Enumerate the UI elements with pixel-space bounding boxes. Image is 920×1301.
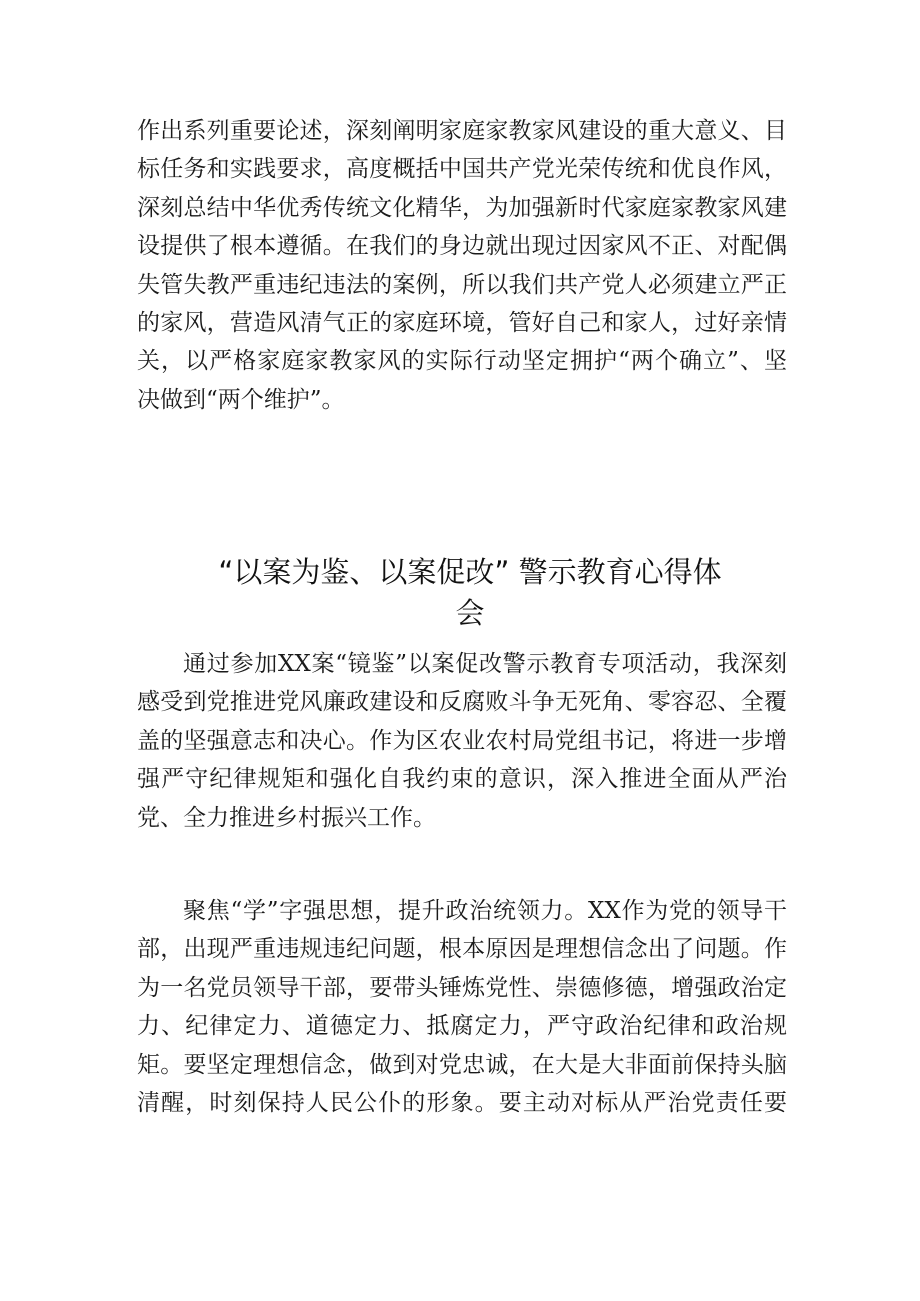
paragraph-line: 感受到党推进党风廉政建设和反腐败斗争无死角、零容忍、全覆 — [137, 689, 787, 716]
paragraph-line: 深刻总结中华优秀传统文化精华，为加强新时代家庭家教家风建 — [137, 194, 787, 221]
paragraph-line: 聚焦“学”字强思想，提升政治统领力。XX作为党的领导干 — [183, 898, 787, 924]
paragraph-line: 通过参加XX案“镜鉴”以案促改警示教育专项活动，我深刻 — [183, 651, 787, 677]
section-title-line-2: 会 — [455, 596, 485, 630]
paragraph-line: 强严守纪律规矩和强化自我约束的意识，深入推进全面从严治 — [137, 766, 787, 793]
paragraph-line: 力、纪律定力、道德定力、抵腐定力，严守政治纪律和政治规 — [137, 1013, 787, 1040]
body-paragraph-3 — [137, 892, 787, 1122]
paragraph-line: 部，出现严重违规违纪问题，根本原因是理想信念出了问题。作 — [137, 936, 787, 963]
paragraph-line: 设提供了根本遵循。在我们的身边就出现过因家风不正、对配偶 — [137, 233, 787, 260]
paragraph-line: 为一名党员领导干部，要带头锤炼党性、崇德修德，增强政治定 — [137, 974, 787, 1001]
paragraph-line: 作出系列重要论述，深刻阐明家庭家教家风建设的重大意义、目 — [137, 118, 787, 144]
body-paragraph-2 — [137, 645, 787, 837]
section-title-line-1: “以案为鉴、以案促改” 警示教育心得体 — [218, 555, 722, 589]
paragraph-line: 失管失教严重违纪违法的案例，所以我们共产党人必须建立严正 — [137, 271, 787, 298]
paragraph-line: 清醒，时刻保持人民公仆的形象。要主动对标从严治党责任要 — [137, 1089, 787, 1116]
paragraph-line: 关，以严格家庭家教家风的实际行动坚定拥护“两个确立”、坚 — [137, 348, 787, 375]
paragraph-line: 矩。要坚定理想信念，做到对党忠诚，在大是大非面前保持头脑 — [137, 1051, 787, 1078]
paragraph-line: 的家风，营造风清气正的家庭环境，管好自己和家人，过好亲情 — [137, 309, 787, 336]
paragraph-line: 标任务和实践要求，高度概括中国共产党光荣传统和优良作风， — [137, 156, 787, 183]
paragraph-line: 党、全力推进乡村振兴工作。 — [137, 804, 436, 831]
paragraph-line: 决做到“两个维护”。 — [137, 386, 345, 413]
body-paragraph-1 — [137, 112, 787, 419]
paragraph-line: 盖的坚强意志和决心。作为区农业农村局党组书记，将进一步增 — [137, 727, 787, 754]
